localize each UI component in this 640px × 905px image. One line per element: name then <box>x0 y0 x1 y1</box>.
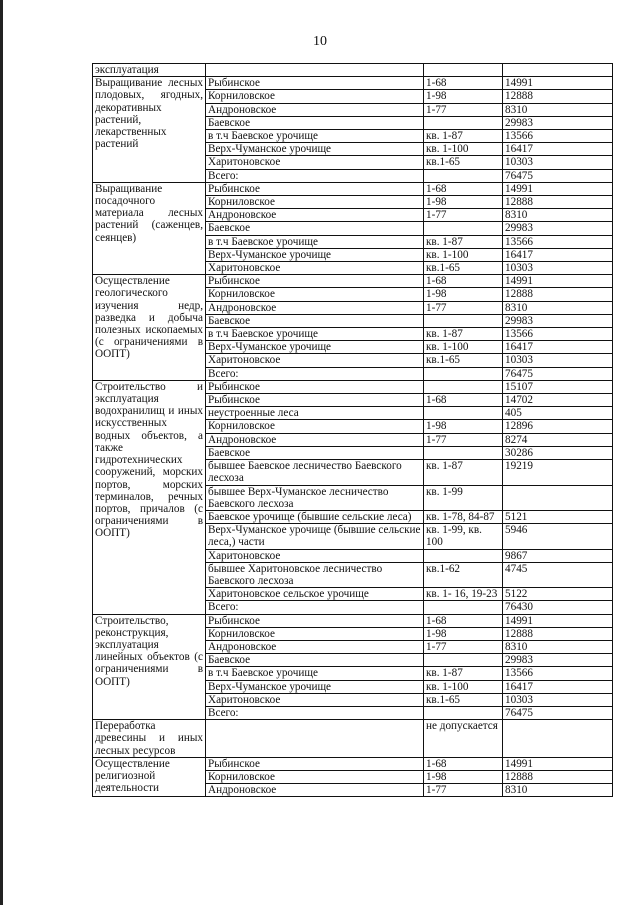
forestry-name-cell: Верх-Чуманское урочище <box>206 680 424 693</box>
quarters-cell: 1-68 <box>424 757 503 770</box>
table-row <box>93 77 613 90</box>
forestry-name-cell: Харитоновское <box>206 262 424 275</box>
quarters-cell: кв.1-65 <box>424 156 503 169</box>
scan-edge <box>0 0 3 905</box>
quarters-cell: 1-77 <box>424 433 503 446</box>
area-cell: 14991 <box>503 614 613 627</box>
area-cell: 15107 <box>503 380 613 393</box>
table-row <box>93 182 613 195</box>
quarters-cell: 1-98 <box>424 90 503 103</box>
area-cell: 76475 <box>503 706 613 719</box>
area-cell: 10303 <box>503 156 613 169</box>
area-cell: 76430 <box>503 601 613 614</box>
forestry-name-cell: Корниловское <box>206 90 424 103</box>
area-cell: 8310 <box>503 640 613 653</box>
area-cell: 14702 <box>503 394 613 407</box>
quarters-cell: 1-77 <box>424 103 503 116</box>
area-cell: 5121 <box>503 510 613 523</box>
quarters-cell: 1-77 <box>424 784 503 797</box>
quarters-cell: кв. 1- 16, 19-23 <box>424 588 503 601</box>
area-cell: 16417 <box>503 341 613 354</box>
forestry-name-cell: Рыбинское <box>206 614 424 627</box>
area-cell: 12888 <box>503 627 613 640</box>
area-cell: 29983 <box>503 654 613 667</box>
forestry-name-cell: в т.ч Баевское урочище <box>206 328 424 341</box>
area-cell: 10303 <box>503 262 613 275</box>
forestry-name-cell: Рыбинское <box>206 275 424 288</box>
activity-cell: Осуществление религиозной деятельности <box>93 757 206 797</box>
quarters-cell: кв. 1-87 <box>424 667 503 680</box>
forestry-name-cell: Всего: <box>206 169 424 182</box>
area-cell: 8310 <box>503 103 613 116</box>
forestry-name-cell: Всего: <box>206 601 424 614</box>
forestry-name-cell: в т.ч Баевское урочище <box>206 130 424 143</box>
activity-cell: Строительство и эксплуатация водохранилищ и иных искусственных водных объектов, а также гидротехнических сооружений, морских портов, морских терминалов, речных портов, причалов (с ограничениями в ООПТ) <box>93 380 206 614</box>
quarters-cell: 1-68 <box>424 614 503 627</box>
area-cell: 76475 <box>503 367 613 380</box>
quarters-cell: кв. 1-100 <box>424 143 503 156</box>
quarters-cell <box>424 222 503 235</box>
activity-cell: Выращивание лесных плодовых, ягодных, декоративных растений, лекарственных растений <box>93 77 206 183</box>
quarters-cell <box>424 706 503 719</box>
forestry-name-cell: Корниловское <box>206 627 424 640</box>
area-cell: 29983 <box>503 116 613 129</box>
quarters-cell: кв.1-65 <box>424 262 503 275</box>
quarters-cell: кв.1-62 <box>424 562 503 587</box>
area-cell: 16417 <box>503 143 613 156</box>
forestry-name-cell: Верх-Чуманское урочище (бывшие сельские леса,) части <box>206 524 424 549</box>
activity-cell: эксплуатация <box>93 64 206 77</box>
quarters-cell: 1-68 <box>424 394 503 407</box>
area-cell: 13566 <box>503 328 613 341</box>
area-cell: 405 <box>503 407 613 420</box>
forestry-name-cell: бывшее Верх-Чуманское лесничество Баевского лесхоза <box>206 485 424 510</box>
quarters-cell: 1-98 <box>424 288 503 301</box>
quarters-cell: кв. 1-100 <box>424 248 503 261</box>
forestry-name-cell: Харитоновское сельское урочище <box>206 588 424 601</box>
area-cell: 4745 <box>503 562 613 587</box>
quarters-cell: 1-68 <box>424 275 503 288</box>
forestry-name-cell: Рыбинское <box>206 394 424 407</box>
quarters-cell <box>424 601 503 614</box>
area-cell: 13566 <box>503 130 613 143</box>
land-use-table <box>92 63 613 797</box>
forestry-name-cell: Всего: <box>206 367 424 380</box>
area-cell: 30286 <box>503 446 613 459</box>
area-cell: 16417 <box>503 248 613 261</box>
area-cell: 16417 <box>503 680 613 693</box>
quarters-cell <box>424 549 503 562</box>
area-cell <box>503 485 613 510</box>
area-cell: 13566 <box>503 235 613 248</box>
area-cell: 14991 <box>503 757 613 770</box>
forestry-name-cell: Баевское <box>206 654 424 667</box>
page-number: 10 <box>313 34 327 49</box>
quarters-cell <box>424 407 503 420</box>
area-cell <box>503 64 613 77</box>
forestry-name-cell: Харитоновское <box>206 693 424 706</box>
area-cell: 8310 <box>503 301 613 314</box>
forestry-name-cell: бывшее Харитоновское лесничество Баевского лесхоза <box>206 562 424 587</box>
area-cell: 12888 <box>503 196 613 209</box>
forestry-name-cell: в т.ч Баевское урочище <box>206 667 424 680</box>
forestry-name-cell: Корниловское <box>206 420 424 433</box>
activity-cell: Переработка древесины и иных лесных ресурсов <box>93 720 206 758</box>
area-cell: 12888 <box>503 90 613 103</box>
forestry-name-cell: Рыбинское <box>206 380 424 393</box>
quarters-cell: кв. 1-100 <box>424 341 503 354</box>
forestry-name-cell: Баевское <box>206 446 424 459</box>
quarters-cell <box>424 169 503 182</box>
quarters-cell <box>424 314 503 327</box>
table-row <box>93 64 613 77</box>
forestry-name-cell: Рыбинское <box>206 182 424 195</box>
forestry-name-cell: Баевское урочище (бывшие сельские леса) <box>206 510 424 523</box>
forestry-name-cell: Всего: <box>206 706 424 719</box>
quarters-cell: 1-77 <box>424 209 503 222</box>
table-row <box>93 380 613 393</box>
quarters-cell <box>424 64 503 77</box>
forestry-name-cell: бывшее Баевское лесничество Баевского лесхоза <box>206 460 424 485</box>
area-cell: 19219 <box>503 460 613 485</box>
quarters-cell: кв. 1-100 <box>424 680 503 693</box>
quarters-cell: 1-77 <box>424 640 503 653</box>
quarters-cell: кв.1-65 <box>424 693 503 706</box>
quarters-cell: кв. 1-87 <box>424 328 503 341</box>
quarters-cell: кв. 1-99 <box>424 485 503 510</box>
forestry-name-cell: Верх-Чуманское урочище <box>206 248 424 261</box>
forestry-name-cell: Рыбинское <box>206 77 424 90</box>
quarters-cell: кв.1-65 <box>424 354 503 367</box>
area-cell: 12896 <box>503 420 613 433</box>
quarters-cell <box>424 446 503 459</box>
forestry-name-cell: Верх-Чуманское урочище <box>206 341 424 354</box>
area-cell: 10303 <box>503 354 613 367</box>
activity-cell: Осуществление геологического изучения недр, разведка и добыча полезных ископаемых (с ограничениями в ООПТ) <box>93 275 206 381</box>
quarters-cell: 1-98 <box>424 627 503 640</box>
area-cell: 10303 <box>503 693 613 706</box>
table-row <box>93 614 613 627</box>
forestry-name-cell: Андроновское <box>206 209 424 222</box>
forestry-name-cell: Харитоновское <box>206 354 424 367</box>
quarters-cell: кв. 1-87 <box>424 130 503 143</box>
quarters-cell <box>424 380 503 393</box>
table-row <box>93 275 613 288</box>
area-cell: 14991 <box>503 182 613 195</box>
area-cell: 9867 <box>503 549 613 562</box>
forestry-name-cell: неустроенные леса <box>206 407 424 420</box>
area-cell: 8310 <box>503 209 613 222</box>
forestry-name-cell: Баевское <box>206 222 424 235</box>
forestry-name-cell: Андроновское <box>206 103 424 116</box>
area-cell: 29983 <box>503 314 613 327</box>
forestry-name-cell: Андроновское <box>206 433 424 446</box>
area-cell: 14991 <box>503 77 613 90</box>
forestry-name-cell: Андроновское <box>206 784 424 797</box>
quarters-cell: 1-68 <box>424 77 503 90</box>
area-cell: 12888 <box>503 288 613 301</box>
quarters-cell <box>424 654 503 667</box>
area-cell: 8310 <box>503 784 613 797</box>
quarters-cell: кв. 1-99, кв. 100 <box>424 524 503 549</box>
quarters-cell: 1-98 <box>424 420 503 433</box>
forestry-name-cell <box>206 720 424 758</box>
quarters-cell: 1-98 <box>424 770 503 783</box>
forestry-name-cell: Баевское <box>206 116 424 129</box>
quarters-cell: кв. 1-87 <box>424 460 503 485</box>
forestry-name-cell: Верх-Чуманское урочище <box>206 143 424 156</box>
table-row <box>93 720 613 758</box>
quarters-cell <box>424 116 503 129</box>
quarters-cell: кв. 1-87 <box>424 235 503 248</box>
area-cell: 13566 <box>503 667 613 680</box>
area-cell: 14991 <box>503 275 613 288</box>
forestry-name-cell: Рыбинское <box>206 757 424 770</box>
quarters-cell <box>424 367 503 380</box>
activity-cell: Строительство, реконструкция, эксплуатация линейных объектов (с ограничениями в ООПТ) <box>93 614 206 720</box>
forestry-name-cell: Харитоновское <box>206 549 424 562</box>
forestry-name-cell: Корниловское <box>206 770 424 783</box>
quarters-cell: 1-98 <box>424 196 503 209</box>
area-cell: 76475 <box>503 169 613 182</box>
quarters-cell: 1-68 <box>424 182 503 195</box>
forestry-name-cell: Баевское <box>206 314 424 327</box>
forestry-name-cell <box>206 64 424 77</box>
area-cell: 29983 <box>503 222 613 235</box>
forestry-name-cell: Андроновское <box>206 301 424 314</box>
forestry-name-cell: Корниловское <box>206 288 424 301</box>
quarters-cell: кв. 1-78, 84-87 <box>424 510 503 523</box>
forestry-name-cell: в т.ч Баевское урочище <box>206 235 424 248</box>
area-cell: 8274 <box>503 433 613 446</box>
area-cell <box>503 720 613 758</box>
quarters-cell: 1-77 <box>424 301 503 314</box>
area-cell: 5122 <box>503 588 613 601</box>
forestry-name-cell: Корниловское <box>206 196 424 209</box>
forestry-name-cell: Андроновское <box>206 640 424 653</box>
table-row <box>93 757 613 770</box>
quarters-cell: не допускается <box>424 720 503 758</box>
area-cell: 5946 <box>503 524 613 549</box>
forestry-name-cell: Харитоновское <box>206 156 424 169</box>
area-cell: 12888 <box>503 770 613 783</box>
activity-cell: Выращивание посадочного материала лесных растений (саженцев, сеянцев) <box>93 182 206 274</box>
